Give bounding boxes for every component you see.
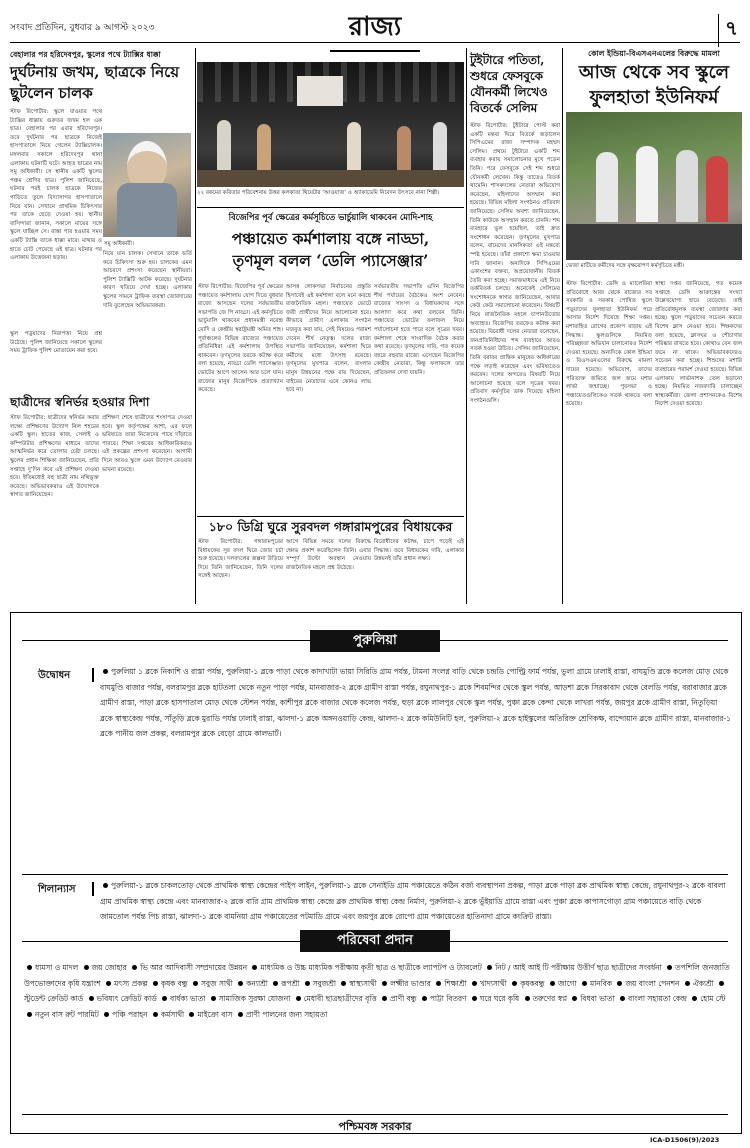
service-bullet [341, 981, 346, 986]
service-bullet [27, 1012, 32, 1017]
service-bullet [550, 981, 555, 986]
service-bullet [106, 981, 111, 986]
story2-sub-body-col2: আগে বিভিন্ন সময়ে দলের বিরুদ্ধে ক্ষোভ প্রকাশ করেছিলেন তিনি। এবার সম্পূর্ণ উল্টো অবস্থান নেওয়ায় রাজনৈতিক মহলে প্রশ্ন উঠেছে। [286, 539, 371, 571]
issue-date: সংবাদ প্রতিদিন, বুধবার ৯ আগস্ট ২০২৩ [10, 23, 155, 33]
story1-photo [103, 133, 191, 237]
service-item: মানবিক [590, 978, 613, 988]
service-item: বাংলা সহায়তা কেন্দ্র [627, 994, 687, 1004]
service-item: প্রাণী বন্ধু [389, 994, 417, 1004]
column-rule [562, 48, 563, 604]
story1-photo-caption: সমু অধিকারী। [104, 241, 134, 247]
story1-sub-body-part2: প্রশিক্ষণ শেষে ছাত্রীদের শংসাপত্র দেওয়া হবে। স্কুল কর্তৃপক্ষের আশা, এর ফলে ভবিষ্যতে তারা নিজেদের পায়ে দাঁড়াতে পারবে। শিক্ষা দপ্তরের আধিকারিকরাও এই প্রকল্পের প্রশংসা করেছেন। আগামী দিনে আরও স্কুলে এমন উদ্যোগ নেওয়ার ভাবনা রয়েছে। [102, 415, 192, 473]
service-bullet [512, 981, 517, 986]
story1-body-part1: স্টাফ রিপোর্টার: স্কুলে যাওয়ার পথে ট্যাক্সির ধাক্কায় গুরুতর জখম হল এক ছাত্র। বেহালার পর এবার হরিদেবপুর। তবে দুর্ঘটনার পর ছাত্রকে নিজেই হাসপাতালে নিয়ে গেলেন ট্যাক্সিচালক। মঙ্গলবার সকালে হরিদেবপুর থানা এলাকায় ঘটনাটি ঘটে। আহত ছাত্রের নাম সমু অধিকারী। সে স্থানীয় একটি স্কুলের পঞ্চম শ্রেণির ছাত্র। পুলিশ জানিয়েছে, ঘটনার পরই চালক ছাত্রকে নিজের গাড়িতে তুলে বিদ্যাসাগর হাসপাতালে নিয়ে যান। সেখানে প্রাথমিক চিকিৎসার পর তাকে ছেড়ে দেওয়া হয়। স্থানীয় বাসিন্দারা জানান, সকালে মায়ের সঙ্গে স্কুলে যাচ্ছিল সে। রাস্তা পার হওয়ার সময় একটি ট্যাক্সি তাকে ধাক্কা মারে। মাথায় ও হাতে চোট পেয়েছে ওই ছাত্র। ঘটনার পর এলাকায় উত্তেজনা ছড়ায়। [10, 109, 102, 262]
service-item: তরুণের স্বপ্ন [532, 994, 567, 1004]
service-item: ভি আর আদিবাসী সম্প্রদায়ের উন্নয়ন [140, 963, 248, 972]
service-bullet [84, 965, 89, 970]
story2-subhead: ১৮০ ডিগ্রি ঘুরে সুরবদল গঙ্গারামপুরের বিধায়কের [208, 519, 453, 534]
service-bullet [153, 1012, 158, 1017]
story2-sub-body-col3: বিরোধীদের কটাক্ষ, চাপে পড়েই এই সিদ্ধান্ত। তবে বিধায়কের দাবি, এলাকার উন্নয়নই তাঁর প্রধান লক্ষ্য। [374, 539, 464, 563]
ad-divider [22, 874, 728, 875]
page-number: ৭ [718, 14, 738, 47]
story4-body-col1: স্টাফ রিপোর্টার: ডেঙ্গি ও ম্যালেরিয়া প্রতিরোধে আজ থেকে রাজ্যের সব সরকারি ও সরকার পোষিত স্কুলে পড়ুয়াদের ফুলহাতা ইউনিফর্ম পরে আসার নির্দেশ দিয়েছে শিক্ষা দপ্তর। মশাবাহিত রোগের প্রকোপ বাড়ায় এই সিদ্ধান্ত। স্কুলগুলিকে নিয়মিত পরিচ্ছন্নতা অভিযান চালানোরও নির্দেশ দেওয়া হয়েছে। অন্যদিকে কোল ইন্ডিয়া ও বিএসএনএলের বিরুদ্ধে মামলা দায়ের হয়েছে। অভিযোগ, তাদের পরিত্যক্ত জমিতে জল জমে মশার লার্ভা জন্মাচ্ছে। পুরসভা ও পঞ্চায়েতগুলিকেও সতর্ক থাকতে বলা হয়েছে। [566, 281, 652, 408]
story1-body-part3: স্কুল পড়ুয়াদের নিরাপত্তা নিয়ে প্রশ্ন উঠেছে। পুলিশ জানিয়েছে সকালে স্কুলের সময় ট্রাফিক পুলিশ মোতায়েন করা হবে। [10, 331, 102, 355]
service-item: স্টুডেন্ট ক্রেডিট কার্ড [24, 994, 84, 1004]
service-item: বার্ধক্য ভাতা [170, 994, 206, 1004]
service-item: স্বাস্থ্যসাথী [349, 978, 377, 988]
story3-headline: টুইটারে পতিতা, শুধরে ফেসবুকে যৌনকর্মী লিখেও বিতর্কে সেলিম [470, 53, 548, 115]
story4-kicker: কোল ইন্ডিয়া-বিএসএনএলের বিরুদ্ধে মামলা [588, 49, 720, 58]
service-bullet [582, 981, 587, 986]
story2-sub-body-col1: স্টাফ রিপোর্টার: গঙ্গারামপুরের বিধায়কের সুর বদল ঘিরে জোর চর্চা শুরু হয়েছে। দলবদলের জল্পনা উড়িয়ে দিয়ে তিনি জানিয়েছেন, তিনি দলের সঙ্গেই আছেন। [198, 539, 283, 580]
story2-sub-rule [197, 516, 464, 517]
service-item: ধামসা ও মাদল [35, 963, 79, 972]
service-bullet [525, 996, 530, 1001]
service-item: কর্মসাথী [160, 1009, 185, 1019]
foundations-bar [92, 882, 94, 896]
service-bullet [238, 981, 243, 986]
service-bullet [472, 996, 477, 1001]
service-bullet [472, 981, 477, 986]
foundations-label: শিলান্যাস [38, 884, 76, 895]
service-bullet [487, 965, 492, 970]
service-item: জয় বাংলা পেনশন [625, 978, 680, 988]
service-bullet [132, 965, 137, 970]
service-item: মেধাবী ছাত্রছাত্রীদের বৃত্তি [303, 994, 377, 1004]
story4-body-col2: স্বাস্থ্য দপ্তর জানিয়েছে, গত কয়েক সপ্তাহে ডেঙ্গি আক্রান্তের সংখ্যা উল্লেখযোগ্য হারে বেড়েছে। তাই প্রতিরোধমূলক ব্যবস্থা জোরদার করা হচ্ছে। স্কুলে পড়ুয়াদের সচেতন করতে বিশেষ ক্লাস নেওয়া হবে। শিক্ষকদের বলা হয়েছে, ক্লাসঘর ও শৌচাগার পরিষ্কার রাখতে হবে। কোথাও যেন জল জমে না থাকে। অভিভাবকদেরও সচেতন করা হচ্ছে। শিশুদের মশারি ব্যবহারের পরামর্শ দেওয়া হয়েছে। বিভিন্ন এলাকায় লার্ভানাশক তেল ছড়ানো হচ্ছে। নিয়মিত নজরদারি চালাচ্ছেন স্বাস্থ্যকর্মীরা। জেলা প্রশাসনকেও বিশেষ নির্দেশ দেওয়া হয়েছে। [655, 281, 742, 408]
service-item: প্রাণী পালনের জন্য সহায়তা [245, 1009, 328, 1019]
service-bullet [422, 996, 427, 1001]
service-item: খাদ্যসাথী [479, 978, 507, 988]
service-bullet [436, 981, 441, 986]
services-list [24, 960, 730, 1108]
story2-stage-photo [197, 62, 464, 187]
story1-headline: দুর্ঘটনায় জখম, ছাত্রকে নিয়ে ছুটলেন চালক [10, 63, 180, 102]
ad-code: ICA-D1506(9)/2023 [650, 1136, 720, 1144]
service-item: শিক্ষাশ্রী [444, 978, 467, 988]
service-bullet [382, 996, 387, 1001]
story2-photo-caption: ২২ রকমের কবিতার পরিবেশনায় উত্তর কলকাতা থিয়েটার ‘আওয়াজ’ ও অ্যাকাডেমি নিবেদন উৎসবে নানা শিল্পী। [197, 190, 440, 196]
inaugurations-label: উদ্বোধন [38, 670, 71, 681]
service-item: মাধ্যমিক ও উচ্চ মাধ্যমিক পরীক্ষায় কৃতী ছাত্র ও ছাত্রীকে ল্যাপটপ ও ট্যাবলেট [260, 963, 482, 972]
service-bullet [162, 996, 167, 1001]
story1-body-part2: নিয়ে যান চালক। সেখানে তাকে ভর্তি করে চিকিৎসা শুরু হয়। চালকের এমন আচরণে প্রশংসা করেছেন স্থানীয়রা। পুলিশ ট্যাক্সিটি আটক করেছে। দুর্ঘটনার কারণ খতিয়ে দেখা হচ্ছে। এলাকায় স্কুলের সামনে ট্রাফিক ব্যবস্থা জোরদারের দাবি তুলেছেন অভিভাবকরা। [103, 251, 192, 309]
service-bullet [382, 981, 387, 986]
foundations-text: পুরুলিয়া-১ ব্লকে চাকলতোড় থেকে প্রাথমিক স্বাস্থ্য কেন্দ্রের পাইপ লাইন, পুরুলিয়া-১ ব্লকে সেনাইডি গ্রাম পঞ্চায়েতে কঠিন বর্জ্য ব্যবস্থাপনা প্রকল্প, পাড়া ব্লকে পাড়া ব্লক প্রাথমিক স্বাস্থ্য কেন্দ্রে, রঘুনাথপুর-২ ব্লকে বাবলা গ্রাম প্রাথমিক স্বাস্থ্য কেন্দ্রে এবং মানবাজার-২ ব্লকে বারি গ্রাম প্রাথমিক স্বাস্থ্য কেন্দ্রে ব্লক প্রাথমিক স্বাস্থ্য কেন্দ্র নির্মাণ, পুরুলিয়া-২ ব্লকে ভুঁইয়াডি গ্রামে রাস্তা এবং পুঞ্চা ব্লকে কাপাসগোড়া গ্রাম পঞ্চায়েতে বাড়ি থেকে জামতোল পর্যন্ত পিচ রাস্তা, ঝালদা-১ ব্লকে বামনিয়া গ্রাম পঞ্চায়েতের পটমাডি গ্রামে এবং জয়পুর ব্লকে রোপো গ্রাম পঞ্চায়েতের হাতিনাদা গ্রামে কংক্রিট রাস্তা। [100, 881, 726, 922]
story4-photo-caption: ভেজা মাটিতে কর্মীদের সঙ্গে বৃক্ষরোপণ কর্মসূচিতে মন্ত্রী। [566, 263, 685, 269]
service-bullet [273, 981, 278, 986]
service-item: ভবিষ্যৎ ক্রেডিট কার্ড [96, 994, 157, 1004]
service-item: কৃষক বন্ধু [160, 978, 188, 988]
story2-body-col1: স্টাফ রিপোর্টার: বিজেপির পূর্ব ক্ষেত্রের পঞ্চায়েত কর্মশালায় যোগ দিতে বুধবার রাজ্যে আসছেন দলের সর্বভারতীয় সভাপতি জে পি নাড্ডা। এই কর্মসূচিতে ভার্চুয়ালি থাকবেন প্রধানমন্ত্রী নরেন্দ্র মোদি ও কেন্দ্রীয় স্বরাষ্ট্রমন্ত্রী অমিত শাহ। পূর্বাঞ্চলের বিভিন্ন রাজ্যের পঞ্চায়েত প্রতিনিধিরা এই কর্মশালায় উপস্থিত থাকবেন। তৃণমূলের তরফে কটাক্ষ করে বলা হয়েছে, নাড্ডা ডেলি প্যাসেঞ্জার। ভোটের আগে আসেন আর চলে যান। রাজ্যের মানুষ বিজেপিকে প্রত্যাখ্যান করেছে। [198, 284, 283, 394]
service-bullet [189, 1012, 194, 1017]
service-bullet [692, 996, 697, 1001]
service-bullet [211, 996, 216, 1001]
service-item: রূপশ্রী [281, 978, 300, 988]
service-bullet [252, 965, 257, 970]
service-item: ঘরে ঘরে কৃষি [479, 994, 520, 1004]
story2-rule [197, 207, 464, 208]
service-item: কৃষকবন্ধু [520, 978, 545, 988]
service-item: মৎস্য প্রকল্প [114, 978, 148, 988]
inaugurations-bar [92, 668, 94, 682]
service-item: সবুজশ্রী [312, 978, 336, 988]
story4-headline: আজ থেকে সব স্কুলে ফুলহাতা ইউনিফর্ম [578, 62, 730, 108]
service-item: মাইক্রো বাস [197, 1009, 233, 1019]
column-rule [466, 48, 467, 604]
footer-rule [22, 1114, 728, 1115]
service-bullet [719, 981, 724, 986]
service-item: সামাজিক সুরক্ষা যোজনা [218, 994, 291, 1004]
service-bullet [27, 965, 32, 970]
service-bullet [104, 1012, 109, 1017]
ad-footer: পশ্চিমবঙ্গ সরকার [338, 1120, 412, 1133]
story4-photo [566, 112, 742, 260]
service-item: জাগো [557, 978, 577, 988]
column-rule [195, 48, 196, 604]
story3-body: স্টাফ রিপোর্টার: টুইটারে পোস্ট করা একটি মন্তব্য ঘিরে বিতর্কে জড়ালেন সিপিএমের রাজ্য সম্পাদক মহম্মদ সেলিম। প্রথমে টুইটারে একটি শব্দ ব্যবহার করায় সমালোচনার মুখে পড়েন তিনি। পরে ফেসবুকে সেই শব্দ শুধরে যৌনকর্মী লেখেন। কিন্তু তাতেও বিতর্ক থামেনি। শাসকদলের নেতারা অভিযোগ করেছেন, মহিলাদের অসম্মান করা হয়েছে। বিভিন্ন মহিলা সংগঠনও প্রতিবাদ জানিয়েছে। সেলিম অবশ্য জানিয়েছেন, তিনি কাউকে অসম্মান করতে চাননি। শব্দ ব্যবহারে ভুল হয়েছিল, তাই দ্রুত সংশোধন করেছেন। তৃণমূলের মুখপাত্র বলেন, বামেদের মানসিকতা এই মন্তব্যে স্পষ্ট হয়েছে। তাঁরা প্রকাশ্যে ক্ষমা চাওয়ার দাবি জানান। অন্যদিকে সিপিএমের একাংশের বক্তব্য, অপ্রয়োজনীয় বিতর্ক তৈরি করা হচ্ছে। সমাজমাধ্যমে এই নিয়ে তর্কবিতর্ক চলছে। অনেকেই সেলিমের সংশোধনকে স্বাগত জানিয়েছেন, আবার কেউ কেউ সমালোচনা করেছেন। বিষয়টি নিয়ে রাজনৈতিক মহলে চাপানউতোর অব্যাহত। বিজেপির তরফেও কটাক্ষ করা হয়েছে। বিরোধী দলের নেতারা বলেছেন, জনপ্রতিনিধিদের শব্দ ব্যবহারে আরও সতর্ক হওয়া উচিত। সেলিম জানিয়েছেন, তিনি বরাবর প্রান্তিক মানুষের অধিকারের পক্ষে লড়াই করেছেন এবং ভবিষ্যতেও করবেন। দলের অন্দরেও বিষয়টি নিয়ে আলোচনা হয়েছে বলে সূত্রের খবর। প্রতিবাদ কর্মসূচির ডাক দিয়েছে মহিলা সংগঠনগুলি। [470, 123, 560, 404]
service-item: নিট / আই আই টি পরীক্ষায় উত্তীর্ণ ছাত্র ছাত্রীদের সংবর্ধনা [495, 963, 662, 972]
service-item: বিধবা ভাতা [580, 994, 615, 1004]
service-bullet [153, 981, 158, 986]
service-bullet [296, 996, 301, 1001]
story1-sub-body-part1: স্টাফ রিপোর্টার: ছাত্রীদের স্বনির্ভর করার লক্ষ্যে প্রশিক্ষণের উদ্যোগ নিল শহরের একটি স্কুল। হাতের কাজ, সেলাই ও কম্পিউটার প্রশিক্ষণের মাধ্যমে তাদের আত্মনির্ভর করে তোলার চেষ্টা চলছে। স্কুলের প্রধান শিক্ষিকা জানিয়েছেন, প্রতি সপ্তাহে দু’দিন করে এই প্রশিক্ষণ দেওয়া হবে। ইতিমধ্যেই বহু ছাত্রী নাম নথিভুক্ত করেছে। অভিভাবকরাও এই উদ্যোগকে স্বাগত জানিয়েছেন। [10, 415, 99, 499]
service-bullet [620, 996, 625, 1001]
story2-kicker: বিজেপির পূর্ব ক্ষেত্রের কর্মসূচিতে ভার্চুয়ালি থাকবেন মোদি-শাহ [228, 212, 433, 222]
service-item: পাট্টা বিতরণ [429, 994, 467, 1004]
service-item: কন্যাশ্রী [246, 978, 268, 988]
section-title: রাজ্য [330, 6, 420, 52]
story2-body-col3: সর্বভারতীয় সভাপতি এদিন বিজেপির শীর্ষ পর্যায়ের বৈঠকেও অংশ নেবেন। রাজ্যের সাংসদ ও বিধায়কদের সঙ্গে আলাদা করে কথা বলবেন তিনি। পঞ্চায়েত ভোটের ফলাফল নিয়ে পর্যালোচনা হতে পারে বলে সূত্রের খবর। কর্মশালা শেষে সাংবাদিক বৈঠক করার কথা রয়েছে। তৃণমূলের দাবি, গত কয়েক বছরে বহুবার রাজ্যে এসেছেন বিজেপির কেন্দ্রীয় নেতারা, কিন্তু ফলাফলে তার প্রতিফলন দেখা যায়নি। [374, 284, 464, 376]
service-bullet [238, 1012, 243, 1017]
service-item: হোম স্টে [700, 994, 726, 1004]
service-item: ঐক্যশ্রী [692, 978, 714, 988]
service-item: পঞ্চি পরাহন [112, 1009, 148, 1019]
service-bullet [667, 965, 672, 970]
masthead-rule [10, 42, 740, 43]
story2-body-col2: আসন্ন লোকসভা নির্বাচনের প্রস্তুতি হিসাবেই এই কর্মশালা বলে মনে করছে রাজনৈতিক মহল। পঞ্চায়েত ভোটে জয়ী প্রার্থীদের নিয়ে আলোচনা হবে। কীভাবে গ্রামীণ এলাকায় সংগঠন মজবুত করা যায়, সেই বিষয়েও পরামর্শ দেবেন শীর্ষ নেতৃত্ব। দলের রাজ্য সভাপতি জানিয়েছেন, কর্মশালা ঘিরে কর্মীদের মধ্যে উৎসাহ রয়েছে। তৃণমূলের মুখপাত্র বলেন, বাংলার মানুষ উন্নয়নের পক্ষে রায় দিয়েছেন, বাইরের নেতাদের এনে কোনও লাভ হবে না। [286, 284, 371, 394]
service-item: সবুজ সাথী [201, 978, 233, 988]
service-item: লক্ষ্মীর ভাণ্ডার [390, 978, 431, 988]
story2-headline-line1: পঞ্চায়েত কর্মশালায় বঙ্গে নাড্ডা, [231, 229, 430, 248]
story1-subhead: ছাত্রীদের স্বনির্ভর হওয়ার দিশা [10, 395, 150, 409]
service-item: নতুন বাস রুট পারমিট [35, 1009, 99, 1019]
service-bullet [89, 996, 94, 1001]
inaugurations-text: পুরুলিয়া ১ ব্লকে নিকাশি ও রাস্তা পর্যন্ত, পুরুলিয়া-১ ব্লকে পাড়া থেকে কাদাখাটা ভায়া সিরিডি গ্রাম পর্যন্ত, টামনা সংলগ্ন বাড়ি থেকে চন্দ্রডি পোল্ট্রি ফার্ম পর্যন্ত, ভুলা গ্রামে ঢালাই রাস্তা, বাঘমুণ্ডি ব্লকে কলেজ মোড় থেকে বাঘমুণ্ডি বাজার পর্যন্ত, বলরামপুর ব্লকে হাটতলা থেকে নতুন পাড়া পর্যন্ত, মানবাজার-২ ব্লকে গ্রামীণ রাস্তা পর্যন্ত, রঘুনাথপুর-১ ব্লকে শিবমন্দির থেকে স্কুল পর্যন্ত, আড়শা ব্লকে সিরকাবাদ থেকে বেলডি পর্যন্ত, বরাবাজার ব্লকে গ্রামীণ রাস্তা, পাড়া ব্লকে হাসপাতাল মোড় থেকে স্টেশন পর্যন্ত, কাশীপুর ব্লকে বাজার থেকে কলেজ পর্যন্ত, হুড়া ব্লকে লালপুর থেকে স্কুল পর্যন্ত, পুঞ্চা ব্লকে কেন্দা থেকে লাখরা পর্যন্ত, জয়পুর ব্লকে গ্রামীণ রাস্তা, নিতুড়িয়া ব্লকে স্বাস্থ্যকেন্দ্র পর্যন্ত, সাঁতুড়ি ব্লকে মুরাডি পর্যন্ত ঢালাই রাস্তা, ঝালদা-১ ব্লকে অঙ্গনওয়াড়ি কেন্দ্র, ঝালদা-২ ব্লকে কমিউনিটি হল, পুরুলিয়া-২ ব্লকে হাইস্কুলের অতিরিক্ত শ্রেণিকক্ষ, বান্দোয়ান ব্লকে গ্রামীণ রাস্তা, মানবাজার-১ ব্লকে পানীয় জল প্রকল্প, বলরামপুর ব্লকে বেড়ো গ্রামে কালভার্ট। [100, 667, 731, 739]
service-bullet [617, 981, 622, 986]
story2-headline-line2: তৃণমূল বলল ‘ডেলি প্যাসেঞ্জার’ [232, 251, 429, 270]
service-bullet [572, 996, 577, 1001]
service-item: তপশিলি জনজাতি উপভোক্তাদের কৃষি যন্ত্রাংশ [24, 963, 730, 988]
service-bullet [305, 981, 310, 986]
services-title: পরিষেবা প্রদান [300, 930, 450, 952]
service-item: জয় জোহার [91, 963, 127, 972]
service-bullet [685, 981, 690, 986]
district-title: পুরুলিয়া [310, 630, 440, 652]
story1-kicker: বেহালার পর হরিদেবপুর, স্কুলের পথে ট্যাক্সির ধাক্কা [10, 50, 161, 59]
service-bullet [193, 981, 198, 986]
